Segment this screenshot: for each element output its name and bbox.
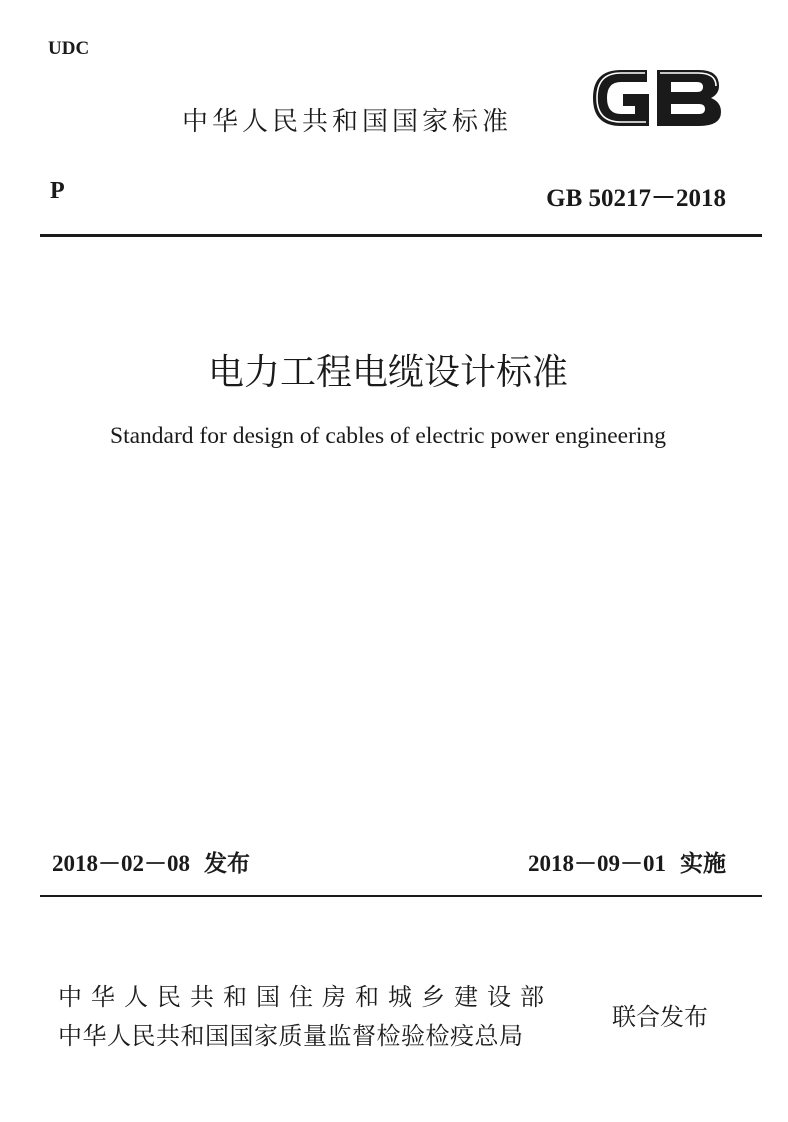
gb-logo	[587, 62, 727, 134]
top-divider	[40, 234, 762, 237]
title-chinese: 电力工程电缆设计标准	[207, 352, 568, 392]
effective-label: 实施	[680, 851, 726, 877]
issue-date: 2018－02－08	[52, 851, 190, 876]
bottom-divider	[40, 895, 762, 897]
category-code: P	[50, 178, 65, 204]
effective-date-line	[528, 845, 726, 878]
national-standard-heading: 中华人民共和国国家标准	[182, 107, 513, 137]
issue-label: 发布	[204, 851, 250, 877]
joint-release-label: 联合发布	[612, 1003, 708, 1031]
standard-number: GB 50217－2018	[546, 185, 726, 212]
effective-date: 2018－09－01	[528, 851, 666, 876]
udc-label: UDC	[48, 38, 90, 59]
issue-date-line	[52, 845, 250, 878]
issuer-ministry-housing: 中华人民共和国住房和城乡建设部	[58, 983, 553, 1011]
title-english: Standard for design of cables of electric power engineering	[110, 423, 666, 449]
issuer-aqsiq: 中华人民共和国国家质量监督检验检疫总局	[58, 1022, 524, 1050]
